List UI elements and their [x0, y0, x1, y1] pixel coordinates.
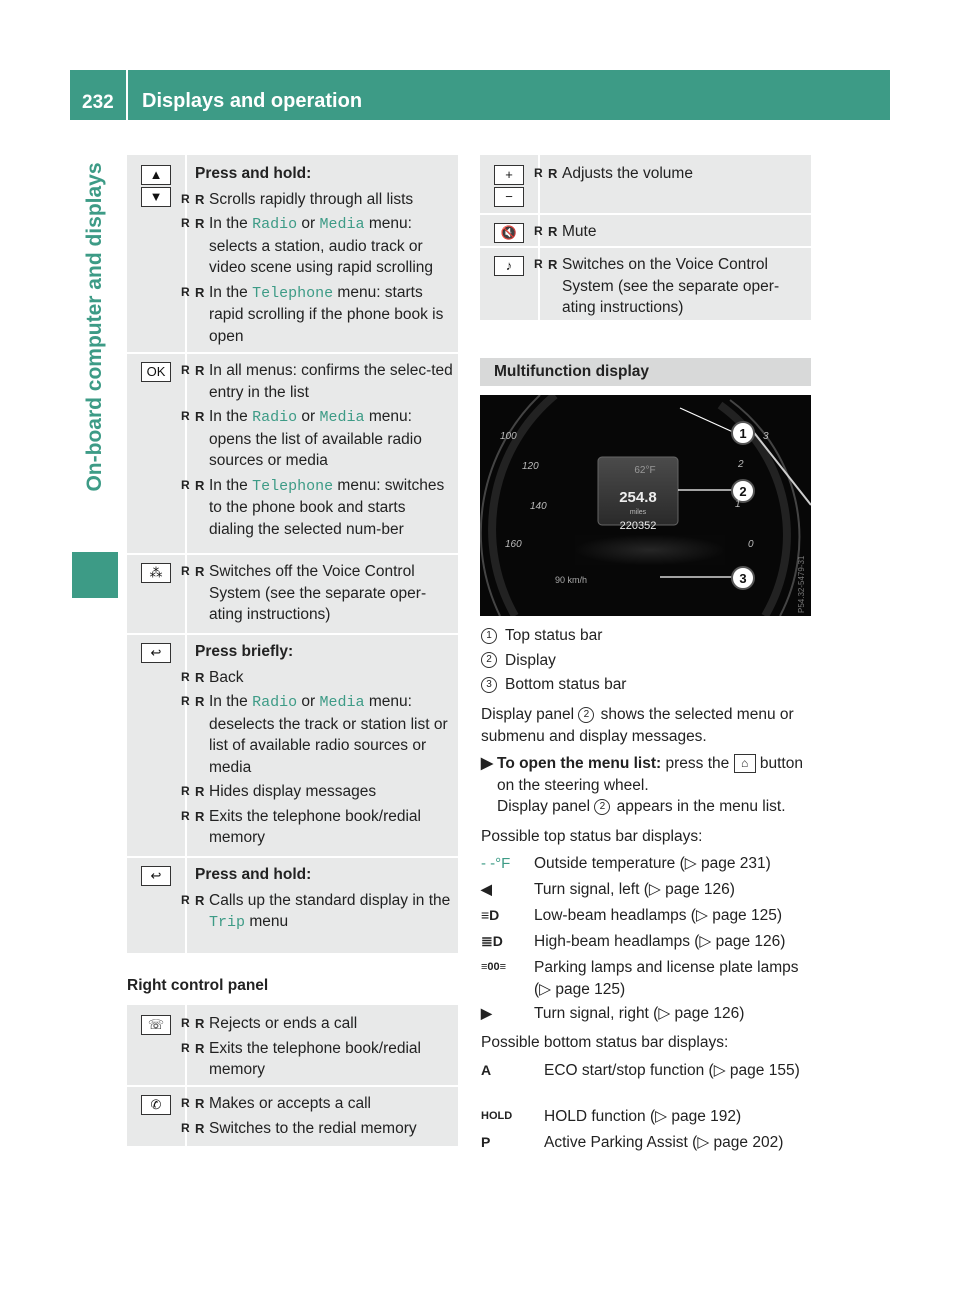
page-title: Displays and operation [142, 90, 363, 112]
bullet-marker: R R [195, 564, 205, 579]
svg-text:3: 3 [763, 431, 769, 442]
svg-text:2: 2 [739, 484, 747, 499]
callout-number: 3 [481, 677, 497, 693]
callout-legend-item [481, 650, 556, 672]
row-description [195, 864, 453, 937]
volume-up-key-icon: + [494, 165, 524, 185]
bottom-status-label: Possible bottom status bar displays: [481, 1034, 729, 1051]
status-item [481, 931, 816, 953]
svg-text:160: 160 [505, 539, 522, 550]
status-item-text: High-beam headlamps (▷ page 126) [534, 933, 786, 950]
callout-label: Display [505, 651, 556, 669]
status-item [481, 1003, 816, 1025]
menu-list-step: ▶ To open the menu list: press the ⌂ button on the steering wheel. Display panel 2 appears in the menu list. [481, 755, 803, 815]
table-row [127, 856, 458, 953]
table-row [127, 1005, 458, 1085]
bullet-item: R R Exits the telephone book/redial memory [195, 806, 453, 849]
cluster-temp: 62°F [634, 465, 656, 476]
low-beam-icon: ≡D [481, 907, 500, 923]
turn-signal-right-icon: ▶ [481, 1005, 492, 1021]
bullet-item: R R In the Radio or Media menu: opens the list of available radio sources or media [195, 406, 453, 472]
status-item-text: Outside temperature (▷ page 231) [534, 855, 771, 872]
menu-name: Telephone [252, 284, 334, 302]
table-row [127, 352, 458, 553]
bullet-marker: R R [195, 1096, 205, 1111]
bullet-item: R R Back [195, 667, 453, 689]
key-cell [127, 352, 187, 553]
row-description [548, 221, 806, 246]
menu-name: Media [319, 409, 365, 426]
bullet-marker: R R [195, 477, 205, 493]
page-number: 232 [82, 92, 114, 113]
status-item [481, 1060, 816, 1082]
key-cell [127, 633, 187, 856]
section-tab-marker [72, 552, 118, 598]
bullet-item: R R In the Radio or Media menu: selects a station, audio track or video scene using rapid scrolling [195, 213, 453, 279]
scroll-down-key-icon: ▼ [141, 187, 171, 207]
section-sidebar [70, 122, 120, 1242]
bullet-marker: R R [195, 669, 205, 685]
row-description [548, 254, 806, 322]
status-item [481, 1106, 816, 1128]
bullet-item: R R In the Radio or Media menu: deselects the track or station list or list of available radio sources or media [195, 691, 453, 778]
menu-name: Media [319, 694, 365, 711]
callout-legend-item [481, 674, 626, 696]
turn-signal-left-icon: ◀ [481, 881, 492, 897]
bullet-item: R R In the Telephone menu: starts rapid scrolling if the phone book is open [195, 282, 453, 348]
status-item [481, 853, 816, 875]
ok-key-icon: OK [141, 362, 171, 382]
row-description [195, 1093, 453, 1142]
bullet-item: R R In the Telephone menu: switches to the phone book and starts dialing the selected num-ber [195, 475, 453, 541]
bullet-marker: R R [195, 1040, 205, 1056]
status-item [481, 957, 816, 1000]
status-item [481, 879, 816, 901]
menu-name: Media [319, 216, 365, 233]
back-key-icon: ↩ [141, 866, 171, 886]
menu-name: Radio [252, 216, 298, 233]
page-header [70, 70, 890, 120]
callout-number: 2 [481, 652, 497, 668]
menu-name: Trip [209, 914, 246, 931]
status-item-text: Low-beam headlamps (▷ page 125) [534, 907, 783, 924]
svg-text:2: 2 [738, 459, 744, 470]
key-cell [480, 246, 540, 320]
cluster-odometer: 220352 [619, 520, 657, 532]
status-item-text: HOLD function (▷ page 192) [544, 1108, 742, 1125]
row-description [195, 163, 453, 350]
bullet-marker: R R [548, 166, 558, 181]
cluster-speed-label: 90 km/h [555, 575, 588, 585]
mute-key-icon: 🔇 [494, 223, 524, 243]
menu-name: Telephone [252, 477, 334, 495]
bullet-item: R R Calls up the standard display in the Trip menu [195, 890, 453, 934]
row-heading: Press and hold: [195, 165, 312, 182]
bullet-marker: R R [195, 284, 205, 300]
status-item-text: Active Parking Assist (▷ page 202) [544, 1134, 784, 1151]
display-panel-paragraph: Display panel 2 shows the selected menu or submenu and display messages. [481, 706, 794, 745]
key-cell [127, 1085, 187, 1146]
bullet-item: R R In all menus: confirms the selec-ted entry in the list [195, 360, 453, 403]
bullet-marker: R R [195, 892, 205, 908]
multifunction-display-heading: Multifunction display [494, 363, 649, 380]
bullet-marker: R R [195, 1016, 205, 1031]
callout-legend-item [481, 625, 602, 647]
bullet-marker: R R [195, 216, 205, 231]
svg-text:3: 3 [739, 571, 747, 586]
row-heading: Press and hold: [195, 866, 312, 883]
callout-label: Top status bar [505, 627, 603, 644]
key-cell [127, 155, 187, 352]
home-button-icon: ⌂ [734, 754, 756, 773]
bullet-marker: R R [195, 409, 205, 424]
bullet-item: R R Makes or accepts a call [195, 1093, 453, 1115]
high-beam-icon: ≣D [481, 933, 503, 949]
svg-text:1: 1 [739, 426, 747, 441]
key-cell [480, 155, 540, 213]
callout-3-marker [732, 567, 754, 589]
status-item [481, 1132, 816, 1154]
accept-call-key-icon: ✆ [141, 1095, 171, 1115]
left-control-table [127, 155, 458, 953]
bullet-marker: R R [195, 191, 205, 207]
bullet-marker: R R [195, 363, 205, 378]
header-divider [126, 70, 128, 120]
table-row [480, 213, 811, 246]
key-cell [127, 553, 187, 633]
svg-text:1: 1 [735, 499, 741, 510]
key-cell [480, 213, 540, 246]
svg-text:140: 140 [530, 501, 547, 512]
row-heading: Press briefly: [195, 643, 294, 660]
bullet-marker: R R [548, 257, 558, 272]
right-control-panel-table [127, 1005, 458, 1146]
menu-name: Radio [252, 409, 298, 426]
bullet-marker: R R [195, 1120, 205, 1136]
bullet-marker: R R [195, 808, 205, 824]
back-key-icon: ↩ [141, 643, 171, 663]
row-description [195, 1013, 453, 1084]
status-item-text: Parking lamps and license plate lamps (▷ page 125) [534, 959, 799, 998]
bullet-item: R R Scrolls rapidly through all lists [195, 189, 453, 211]
cluster-code: P54.32-5479-31 [797, 555, 806, 613]
row-description [195, 561, 453, 629]
hold-icon: HOLD [481, 1110, 513, 1122]
table-row [480, 246, 811, 320]
outside-temp-icon: - -°F [481, 855, 511, 872]
row-description [548, 163, 806, 188]
callout-number: 1 [481, 628, 497, 644]
end-call-key-icon: ☏ [141, 1015, 171, 1035]
top-status-label: Possible top status bar displays: [481, 828, 703, 845]
callout-2-ref: 2 [578, 707, 594, 723]
eco-start-stop-icon: A [481, 1062, 492, 1078]
bullet-item: R R Exits the telephone book/redial memory [195, 1038, 453, 1081]
volume-down-key-icon: − [494, 187, 524, 207]
bullet-item: R R Hides display messages [195, 781, 453, 803]
svg-text:0: 0 [748, 539, 754, 550]
callout-2-ref: 2 [594, 799, 610, 815]
scroll-up-key-icon: ▲ [141, 165, 171, 185]
multifunction-display-heading-bar [480, 358, 811, 386]
menu-name: Radio [252, 694, 298, 711]
section-tab-label: On-board computer and displays [83, 162, 106, 492]
voice-on-key-icon: ♪ [494, 256, 524, 276]
bullet-marker: R R [548, 224, 558, 239]
table-row [127, 1085, 458, 1146]
callout-label: Bottom status bar [505, 676, 627, 693]
svg-text:120: 120 [522, 461, 539, 472]
bullet-item: R R Switches off the Voice Control System (see the separate oper-ating instructions) [195, 561, 453, 626]
callout-1-marker [732, 422, 754, 444]
status-item-text: Turn signal, left (▷ page 126) [534, 881, 735, 898]
instrument-cluster-image [480, 395, 811, 616]
table-row [480, 155, 811, 213]
bullet-item: R R Mute [548, 221, 806, 243]
table-row [127, 155, 458, 352]
status-item-text: ECO start/stop function (▷ page 155) [544, 1062, 800, 1079]
table-row [127, 633, 458, 856]
bullet-item: R R Rejects or ends a call [195, 1013, 453, 1035]
row-description [195, 360, 453, 543]
key-cell [127, 1005, 187, 1085]
row-description [195, 641, 453, 852]
cluster-distance: 254.8 [619, 489, 657, 506]
key-cell [127, 856, 187, 953]
right-control-panel-heading: Right control panel [127, 977, 269, 994]
bullet-item: R R Switches to the redial memory [195, 1118, 453, 1140]
svg-text:100: 100 [500, 431, 517, 442]
bullet-item: R R Switches on the Voice Control System (see the separate oper-ating instructions) [548, 254, 806, 319]
bullet-marker: R R [195, 784, 205, 799]
instrument-cluster-drawing [480, 395, 811, 616]
cluster-unit: miles [629, 509, 647, 516]
volume-control-table [480, 155, 811, 320]
status-item-text: Turn signal, right (▷ page 126) [534, 1005, 745, 1022]
parking-assist-icon: P [481, 1134, 491, 1150]
status-item [481, 905, 816, 927]
step-arrow-icon: ▶ [481, 755, 493, 772]
bullet-marker: R R [195, 694, 205, 709]
bullet-item: R R Adjusts the volume [548, 163, 806, 185]
parking-lamps-icon: ≡00≡ [481, 961, 507, 973]
voice-off-key-icon: ⁂ [141, 563, 171, 583]
table-row [127, 553, 458, 633]
